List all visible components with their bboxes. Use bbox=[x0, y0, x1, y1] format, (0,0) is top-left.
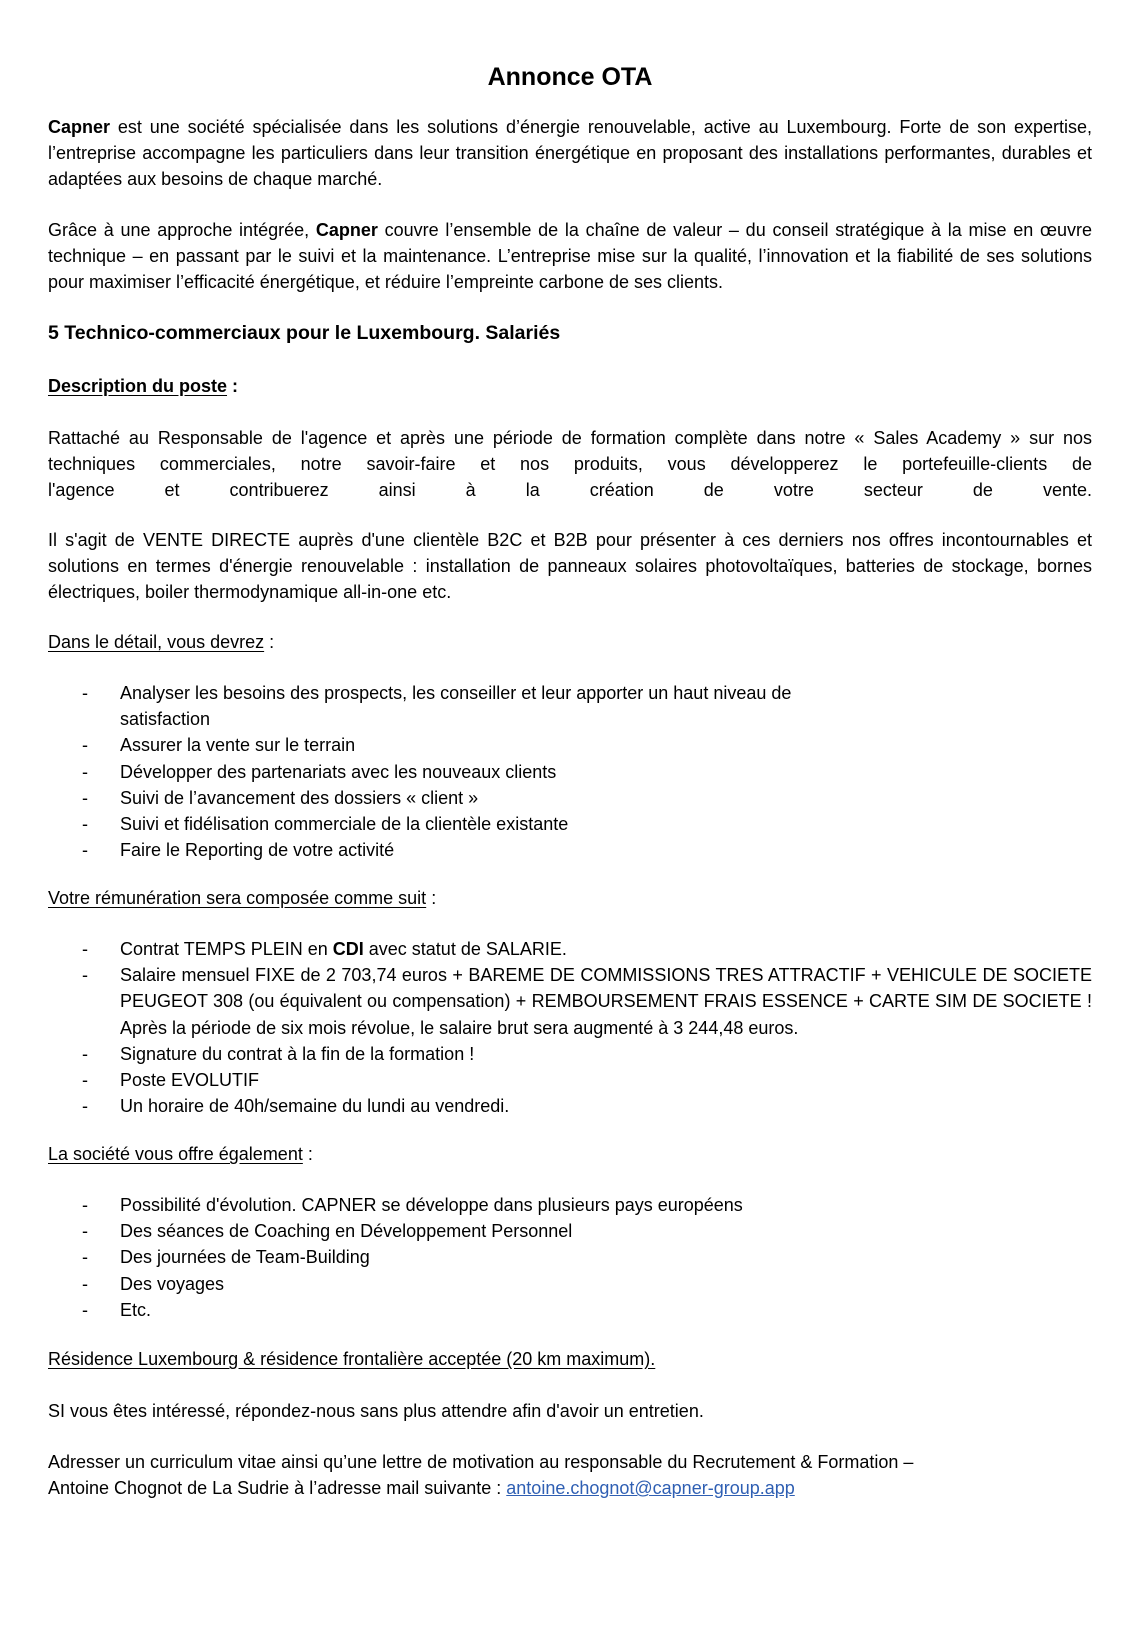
dash-bullet-icon: - bbox=[82, 1247, 88, 1268]
dash-bullet-icon: - bbox=[82, 1070, 88, 1091]
benefits-heading-label: La société vous offre également bbox=[48, 1144, 303, 1164]
intro-paragraph-2-start: Grâce à une approche intégrée, bbox=[48, 220, 316, 240]
dash-bullet-icon: - bbox=[82, 1096, 88, 1117]
list-item bbox=[48, 962, 1092, 1041]
dash-bullet-icon: - bbox=[82, 1221, 88, 1242]
list-item bbox=[48, 759, 878, 785]
description-paragraph-1-line-a: Rattaché au Responsable de l'agence et après une période de formation complète dans notre « Sales Academy » sur nos techniques commerciales, notre savoir-faire et nos produits, vous développerez le portefeuille-clients de bbox=[48, 428, 1092, 475]
list-item-text: Salaire mensuel FIXE de 2 703,74 euros + BAREME DE COMMISSIONS TRES ATTRACTIF + VEHICULE DE SOCIETE PEUGEOT 308 (ou équivalent ou compensation) + REMBOURSEMENT FRAIS ESSENCE + CARTE SIM DE SOCIETE ! Après la période de six mois révolue, le salaire brut sera augmenté à 3 244,48 euros. bbox=[120, 965, 1092, 1038]
list-item-text: Assurer la vente sur le terrain bbox=[120, 735, 356, 756]
document-title: Annonce OTA bbox=[487, 63, 653, 91]
list-item bbox=[48, 1041, 1092, 1067]
dash-bullet-icon: - bbox=[82, 814, 88, 835]
list-item-text: Faire le Reporting de votre activité bbox=[120, 840, 395, 861]
list-item bbox=[48, 680, 878, 732]
dash-bullet-icon: - bbox=[82, 761, 88, 782]
contact-line-2 bbox=[48, 1475, 1092, 1501]
brand-name: Capner bbox=[315, 220, 378, 240]
call-to-action: SI vous êtes intéressé, répondez-nous sans plus attendre afin d'avoir un entretien. bbox=[48, 1401, 704, 1421]
contact-email-link[interactable]: antoine.chognot@capner-group.app bbox=[506, 1478, 795, 1499]
contact-line-1: Adresser un curriculum vitae ainsi qu’une lettre de motivation au responsable du Recrutement & Formation – bbox=[48, 1452, 914, 1472]
contact-paragraph bbox=[48, 1449, 1092, 1501]
list-item bbox=[48, 1297, 1092, 1323]
duties-heading bbox=[48, 629, 1092, 655]
list-item bbox=[48, 1244, 1092, 1270]
compensation-heading-label: Votre rémunération sera composée comme suit bbox=[48, 888, 427, 908]
list-item bbox=[48, 1067, 1092, 1093]
description-paragraph-1-line-b: l'agence et contribuerez ainsi à la création de votre secteur de vente. bbox=[48, 480, 1092, 501]
dash-bullet-icon: - bbox=[82, 840, 88, 861]
heading-suffix: : bbox=[227, 376, 239, 396]
list-item-text: Possibilité d'évolution. CAPNER se développe dans plusieurs pays européens bbox=[120, 1195, 743, 1215]
dash-bullet-icon: - bbox=[82, 787, 88, 808]
list-item-text: Signature du contrat à la fin de la formation ! bbox=[120, 1043, 475, 1064]
list-item bbox=[48, 936, 1092, 962]
compensation-list bbox=[48, 936, 1092, 1119]
list-item-text: Contrat TEMPS PLEIN en bbox=[120, 939, 333, 959]
list-item-text: Suivi et fidélisation commerciale de la clientèle existante bbox=[120, 814, 569, 835]
description-heading bbox=[48, 373, 1092, 399]
dash-bullet-icon: - bbox=[82, 1299, 88, 1320]
dash-bullet-icon: - bbox=[82, 939, 88, 959]
list-item bbox=[48, 811, 878, 837]
brand-name: Capner bbox=[48, 117, 111, 137]
list-item-text: Des voyages bbox=[120, 1273, 225, 1294]
list-item bbox=[48, 1093, 1092, 1119]
heading-suffix: : bbox=[302, 1144, 313, 1164]
list-item-text: Poste EVOLUTIF bbox=[120, 1070, 260, 1091]
intro-paragraph-1-text: est une société spécialisée dans les solutions d’énergie renouvelable, active au Luxembourg. Forte de son expertise, l’entreprise accompagne les particuliers dans leur transition énergétique en proposant des installations performantes, durables et adaptées aux besoins de chaque marché. bbox=[48, 117, 1092, 190]
list-item-text: Suivi de l’avancement des dossiers « client » bbox=[120, 787, 479, 808]
job-heading: 5 Technico-commerciaux pour le Luxembourg. Salariés bbox=[48, 322, 561, 344]
compensation-heading bbox=[48, 885, 1092, 911]
dash-bullet-icon: - bbox=[82, 965, 88, 986]
dash-bullet-icon: - bbox=[82, 683, 88, 703]
list-item bbox=[48, 837, 878, 863]
list-item-text: Des journées de Team-Building bbox=[120, 1247, 370, 1268]
description-paragraph-2: Il s'agit de VENTE DIRECTE auprès d'une clientèle B2C et B2B pour présenter à ces derniers nos offres incontournables et solutions en termes d'énergie renouvelable : installation de panneaux solaires photovoltaïques, batteries de stockage, bornes électriques, boiler thermodynamique all-in-one etc. bbox=[48, 530, 1092, 603]
contact-line-2-text: Antoine Chognot de La Sudrie à l’adresse mail suivante : bbox=[48, 1478, 507, 1499]
list-item-text: avec statut de SALARIE. bbox=[363, 939, 567, 959]
list-item-text: Des séances de Coaching en Développement Personnel bbox=[120, 1221, 573, 1242]
heading-suffix: : bbox=[264, 632, 275, 652]
duties-list bbox=[48, 680, 878, 863]
list-item-text: Un horaire de 40h/semaine du lundi au vendredi. bbox=[120, 1096, 510, 1117]
list-item-text: Analyser les besoins des prospects, les conseiller et leur apporter un haut niveau de satisfaction bbox=[120, 683, 792, 730]
description-heading-label: Description du poste bbox=[48, 376, 228, 396]
list-item bbox=[48, 1192, 1092, 1218]
list-item bbox=[48, 785, 878, 811]
intro-paragraph-2-end: couvre l’ensemble de la chaîne de valeur – du conseil stratégique à la mise en œuvre technique – en passant par le suivi et la maintenance. L’entreprise mise sur la qualité, l’innovation et la fiabilité de ses solutions pour maximiser l’efficacité énergétique, et réduire l’empreinte carbone de ses clients. bbox=[48, 220, 1092, 293]
benefits-list bbox=[48, 1192, 1092, 1323]
dash-bullet-icon: - bbox=[82, 1195, 88, 1215]
dash-bullet-icon: - bbox=[82, 1273, 88, 1294]
duties-heading-label: Dans le détail, vous devrez bbox=[48, 632, 265, 652]
list-item bbox=[48, 732, 878, 758]
list-item bbox=[48, 1271, 1092, 1297]
intro-paragraph-2 bbox=[48, 217, 1092, 296]
description-paragraph-1 bbox=[48, 425, 1092, 504]
list-item-text: Etc. bbox=[120, 1299, 152, 1320]
residence-note: Résidence Luxembourg & résidence frontalière acceptée (20 km maximum). bbox=[48, 1349, 656, 1369]
intro-paragraph-1 bbox=[48, 114, 1092, 193]
dash-bullet-icon: - bbox=[82, 735, 88, 756]
list-item bbox=[48, 1218, 1092, 1244]
contract-type: CDI bbox=[332, 939, 364, 959]
benefits-heading bbox=[48, 1141, 1092, 1167]
list-item-text: Développer des partenariats avec les nouveaux clients bbox=[120, 761, 557, 782]
heading-suffix: : bbox=[426, 888, 437, 908]
dash-bullet-icon: - bbox=[82, 1043, 88, 1064]
